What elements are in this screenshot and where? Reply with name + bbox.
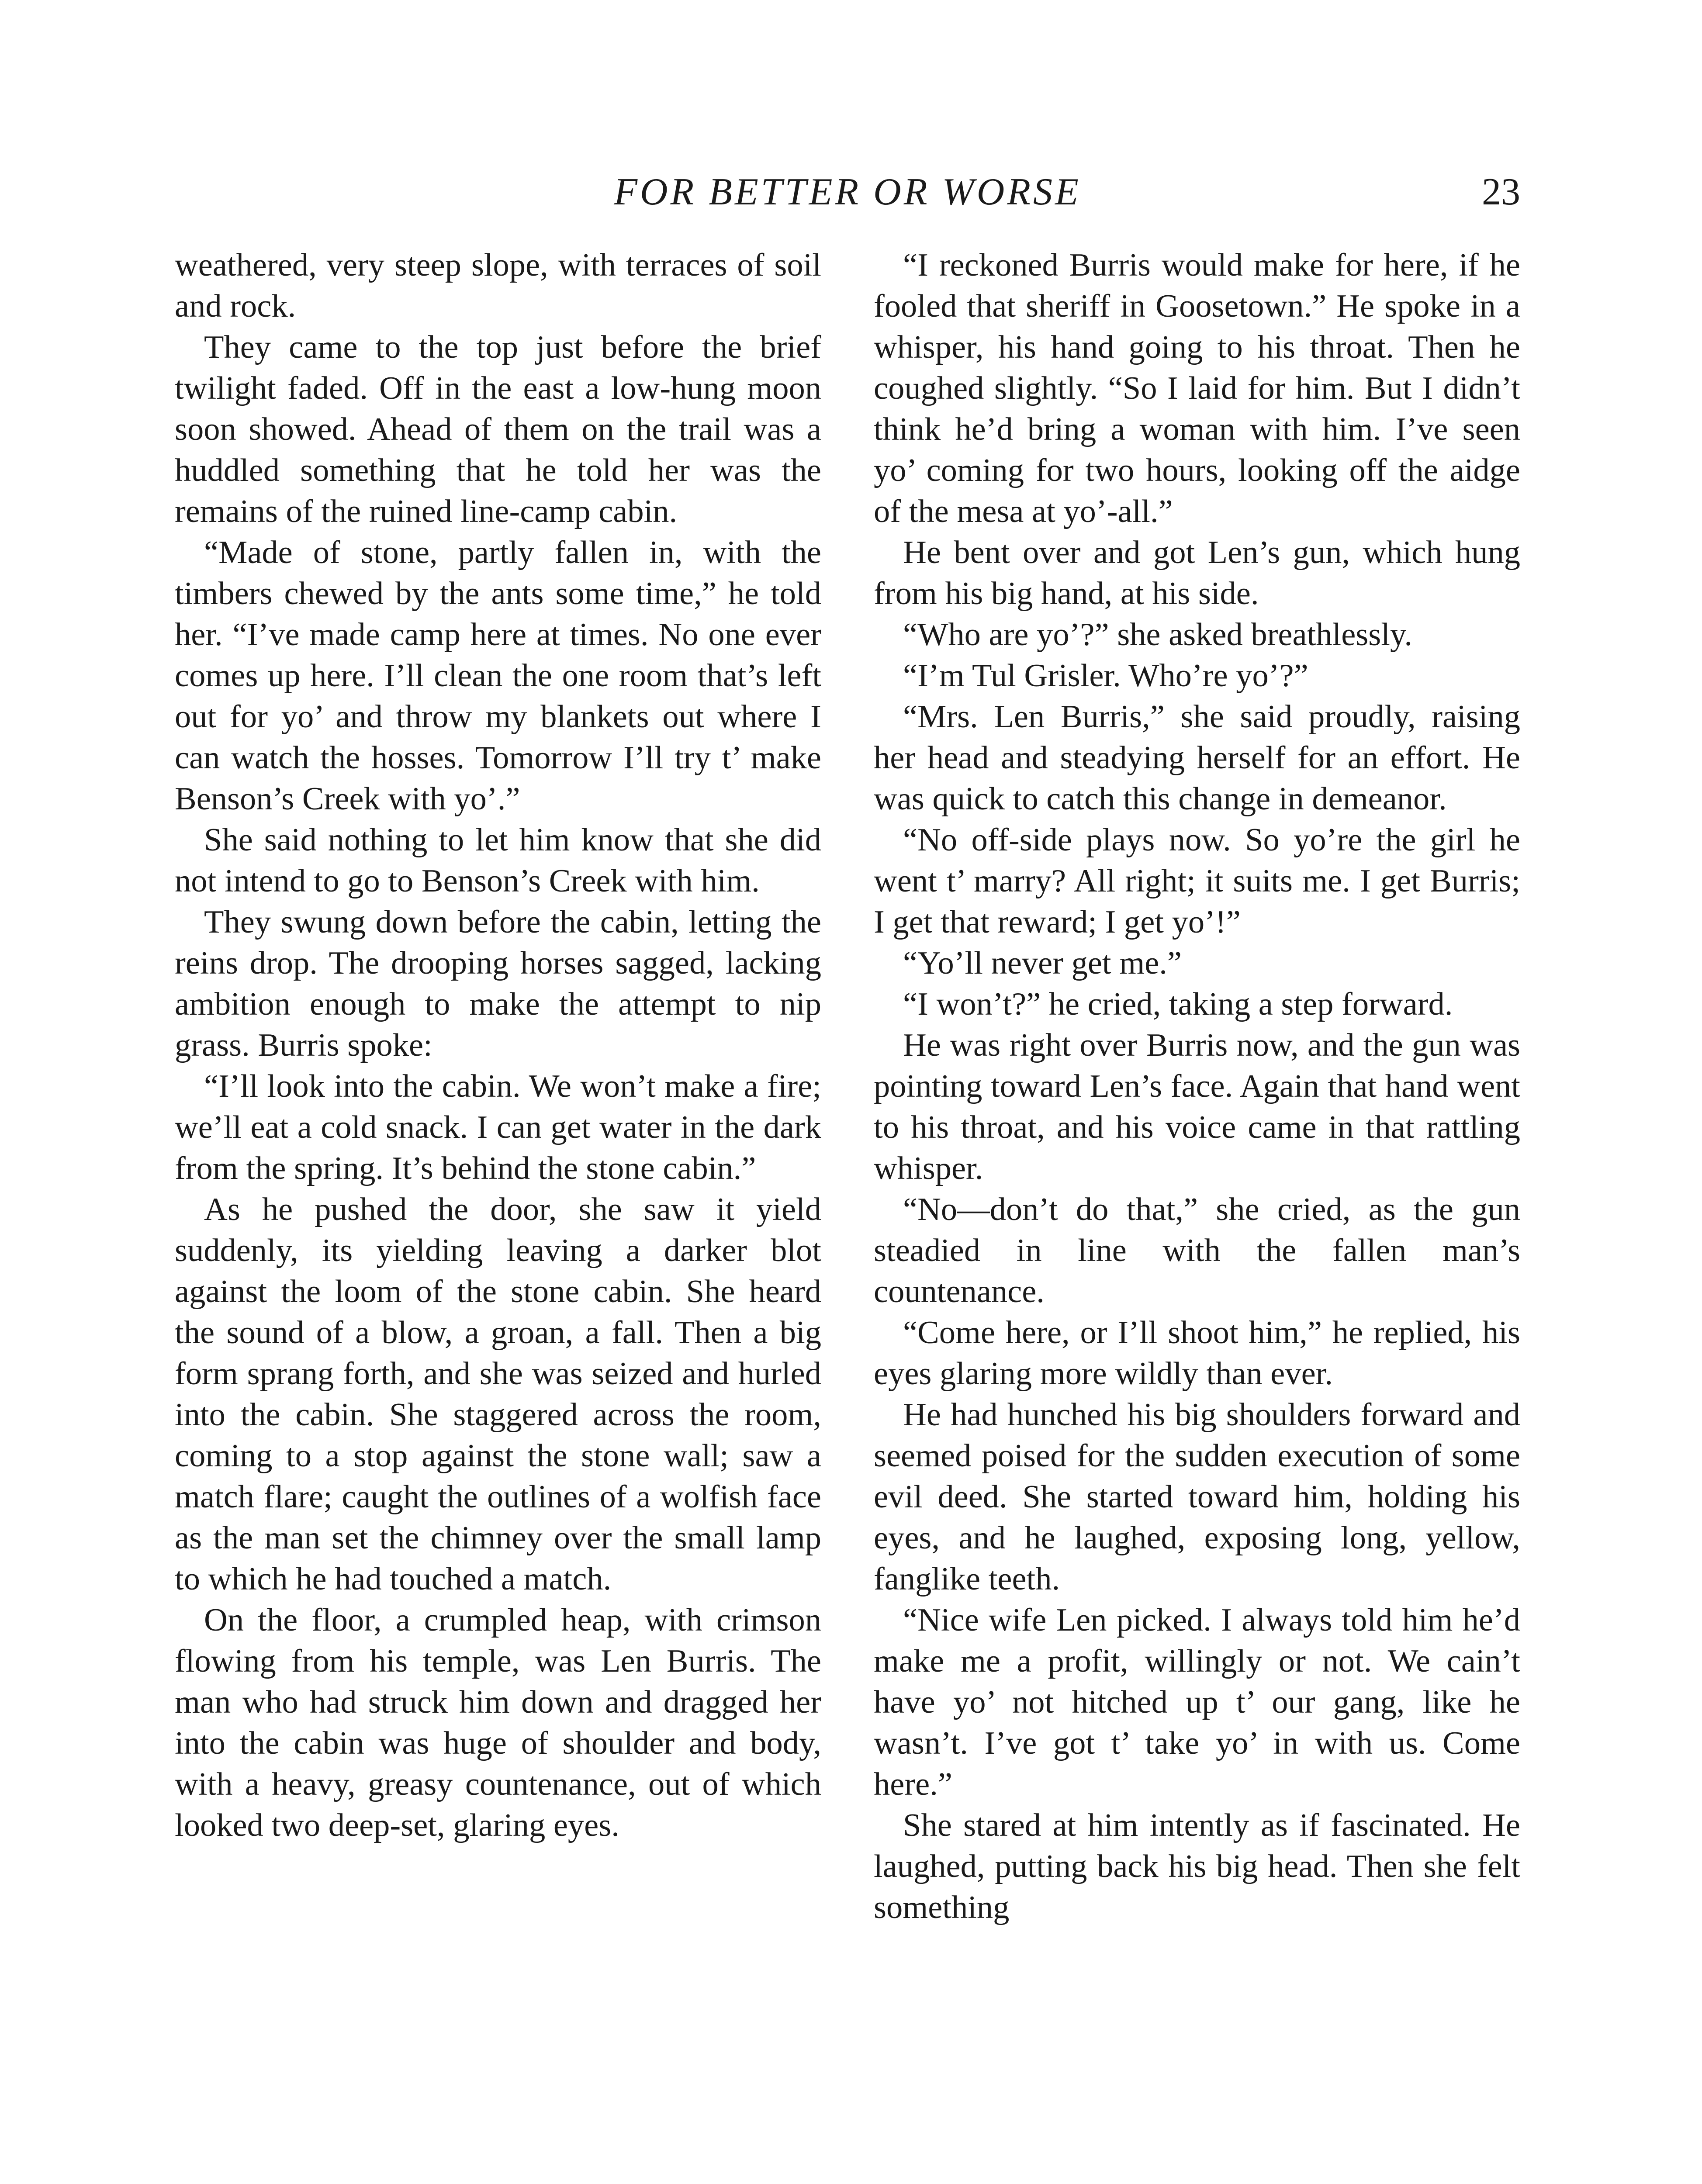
paragraph: “No off-side plays now. So yo’re the girl he went t’ marry? All right; it suits me. I get Burris; I get that reward; I get yo’!”: [874, 822, 1520, 940]
paragraph: As he pushed the door, she saw it yield suddenly, its yielding leaving a darker blot against the loom of the stone cabin. She heard the sound of a blow, a groan, a fall. Then a big form sprang forth, and she was seized and hurled into the cabin. She staggered across the room, coming to a stop against the stone wall; saw a match flare; caught the outlines of a wolfish face as the man set the chimney over the small lamp to which he had touched a match.: [175, 1192, 821, 1597]
paragraph: “I reckoned Burris would make for here, if he fooled that sheriff in Goosetown.” He spoke in a whisper, his hand going to his throat. Then he coughed slightly. “So I laid for him. But I didn’t think he’d bring a woman with him. I’ve seen yo’ coming for two hours, looking off the aidge of the mesa at yo’-all.”: [874, 247, 1520, 529]
running-title: FOR BETTER OR WORSE: [614, 171, 1081, 213]
paragraph: They swung down before the cabin, letting the reins drop. The drooping horses sagged, lacking ambition enough to make the attempt to nip grass. Burris spoke:: [175, 904, 821, 1063]
paragraph: He was right over Burris now, and the gun was pointing toward Len’s face. Again that hand went to his throat, and his voice came in that rattling whisper.: [874, 1027, 1520, 1186]
paragraph: “Come here, or I’ll shoot him,” he replied, his eyes glaring more wildly than ever.: [874, 1315, 1520, 1392]
paragraph: “I’ll look into the cabin. We won’t make a fire; we’ll eat a cold snack. I can get water in the dark from the spring. It’s behind the stone cabin.”: [175, 1068, 821, 1186]
paragraph: “I won’t?” he cried, taking a step forward.: [903, 986, 1453, 1022]
paragraph: “Yo’ll never get me.”: [903, 945, 1182, 981]
paragraph: “Made of stone, partly fallen in, with the timbers chewed by the ants some time,” he told her. “I’ve made camp here at times. No one ever comes up here. I’ll clean the one room that’s left out for yo’ and throw my blankets out where I can watch the hosses. Tomorrow I’ll try t’ make Benson’s Creek with yo’.”: [175, 535, 821, 817]
paragraph: “I’m Tul Grisler. Who’re yo’?”: [903, 658, 1308, 694]
right-column: [874, 245, 1520, 1928]
paragraph: She stared at him intently as if fascinated. He laughed, putting back his big head. Then she felt something: [874, 1807, 1520, 1925]
paragraph: On the floor, a crumpled heap, with crimson flowing from his temple, was Len Burris. The man who had struck him down and dragged her into the cabin was huge of shoulder and body, with a heavy, greasy countenance, out of which looked two deep-set, glaring eyes.: [175, 1602, 821, 1843]
paragraph: They came to the top just before the brief twilight faded. Off in the east a low-hung moon soon showed. Ahead of them on the trail was a huddled something that he told her was the remains of the ruined line-camp cabin.: [175, 329, 821, 529]
paragraph: “Mrs. Len Burris,” she said proudly, raising her head and steadying herself for an effort. He was quick to catch this change in demeanor.: [874, 699, 1520, 817]
paragraph: “No—don’t do that,” she cried, as the gun steadied in line with the fallen man’s countenance.: [874, 1192, 1520, 1310]
paragraph: “Who are yo’?” she asked breathlessly.: [903, 617, 1413, 653]
left-column: [175, 245, 821, 1846]
paragraph: He bent over and got Len’s gun, which hung from his big hand, at his side.: [874, 535, 1520, 612]
page-number: 23: [1482, 171, 1520, 213]
paragraph: weathered, very steep slope, with terraces of soil and rock.: [175, 247, 821, 324]
paragraph: He had hunched his big shoulders forward and seemed poised for the sudden execution of some evil deed. She started toward him, holding his eyes, and he laughed, exposing long, yellow, fanglike teeth.: [874, 1397, 1520, 1597]
paragraph: “Nice wife Len picked. I always told him he’d make me a profit, willingly or not. We cain’t have yo’ not hitched up t’ our gang, like he wasn’t. I’ve got t’ take yo’ in with us. Come here.”: [874, 1602, 1520, 1802]
page-header: [175, 162, 1520, 223]
paragraph: She said nothing to let him know that she did not intend to go to Benson’s Creek with him.: [175, 822, 821, 899]
